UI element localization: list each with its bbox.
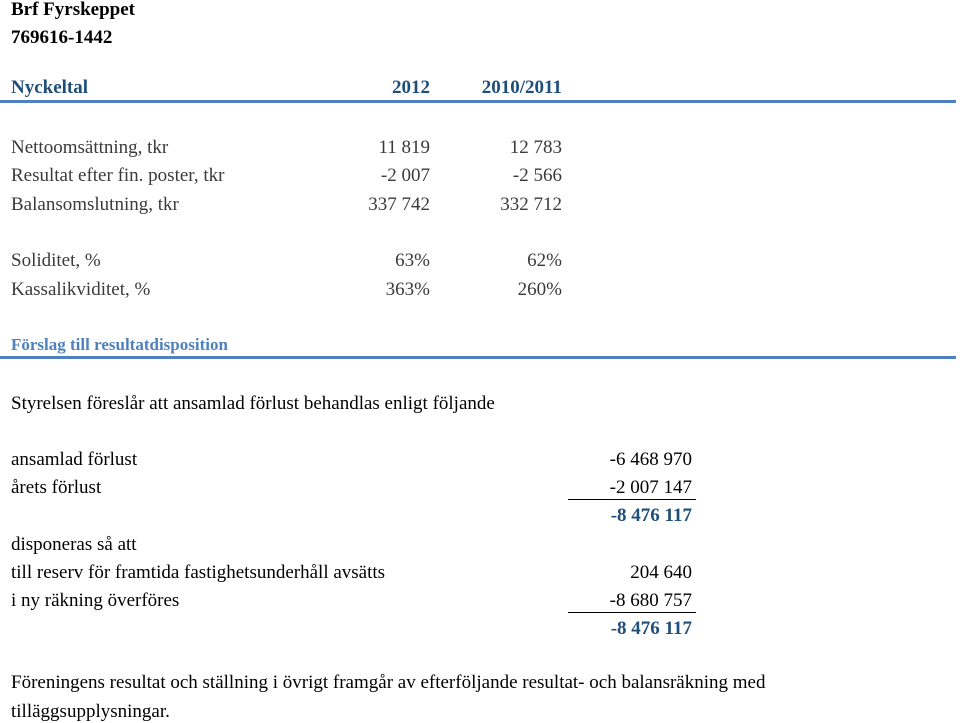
footer-line: Föreningens resultat och ställning i övrigt framgår av efterföljande resultat- och balansräkning med	[11, 672, 766, 693]
section-rule	[0, 100, 956, 103]
disposition-line-label: ansamlad förlust	[11, 449, 138, 470]
nyckeltal-col-2012: 2012	[392, 77, 430, 98]
section-rule	[0, 356, 956, 359]
nyckeltal-row-value-2011: 260%	[517, 279, 562, 300]
disposition-line-label: årets förlust	[11, 477, 102, 498]
disposition-intro: Styrelsen föreslår att ansamlad förlust behandlas enligt följande	[11, 393, 495, 414]
disposition-line-value: -2 007 147	[609, 477, 692, 498]
nyckeltal-row-value-2011: 62%	[527, 250, 562, 271]
nyckeltal-row-value-2012: 337 742	[368, 194, 430, 215]
nyckeltal-col-2010-2011: 2010/2011	[481, 77, 562, 98]
nyckeltal-row-label: Nettoomsättning, tkr	[11, 137, 169, 158]
nyckeltal-row-value-2012: 11 819	[378, 137, 430, 158]
disposition-line-value: -6 468 970	[609, 449, 692, 470]
disposition-title: Förslag till resultatdisposition	[11, 335, 228, 354]
disposition-line-value: 204 640	[630, 562, 692, 583]
nyckeltal-row-value-2012: -2 007	[380, 165, 430, 186]
disposition-total: -8 476 117	[610, 618, 692, 639]
footer-line: tilläggsupplysningar.	[11, 701, 170, 722]
nyckeltal-row-value-2011: -2 566	[512, 165, 562, 186]
disposition-subtotal: -8 476 117	[610, 505, 692, 526]
nyckeltal-title: Nyckeltal	[11, 77, 89, 98]
nyckeltal-row-label: Kassalikviditet, %	[11, 279, 151, 300]
sum-rule	[568, 612, 696, 613]
nyckeltal-row-label: Balansomslutning, tkr	[11, 194, 179, 215]
disposition-line-label: disponeras så att	[11, 534, 137, 555]
disposition-line-label: i ny räkning överföres	[11, 590, 180, 611]
disposition-line-label: till reserv för framtida fastighetsunderhåll avsätts	[11, 562, 386, 583]
org-number: 769616-1442	[11, 27, 113, 48]
nyckeltal-row-value-2011: 332 712	[500, 194, 562, 215]
nyckeltal-row-label: Soliditet, %	[11, 250, 101, 271]
nyckeltal-row-label: Resultat efter fin. poster, tkr	[11, 165, 225, 186]
nyckeltal-row-value-2012: 63%	[395, 250, 430, 271]
nyckeltal-row-value-2012: 363%	[385, 279, 430, 300]
nyckeltal-row-value-2011: 12 783	[509, 137, 562, 158]
org-name: Brf Fyrskeppet	[11, 0, 136, 20]
disposition-line-value: -8 680 757	[609, 590, 692, 611]
sum-rule	[568, 499, 696, 500]
